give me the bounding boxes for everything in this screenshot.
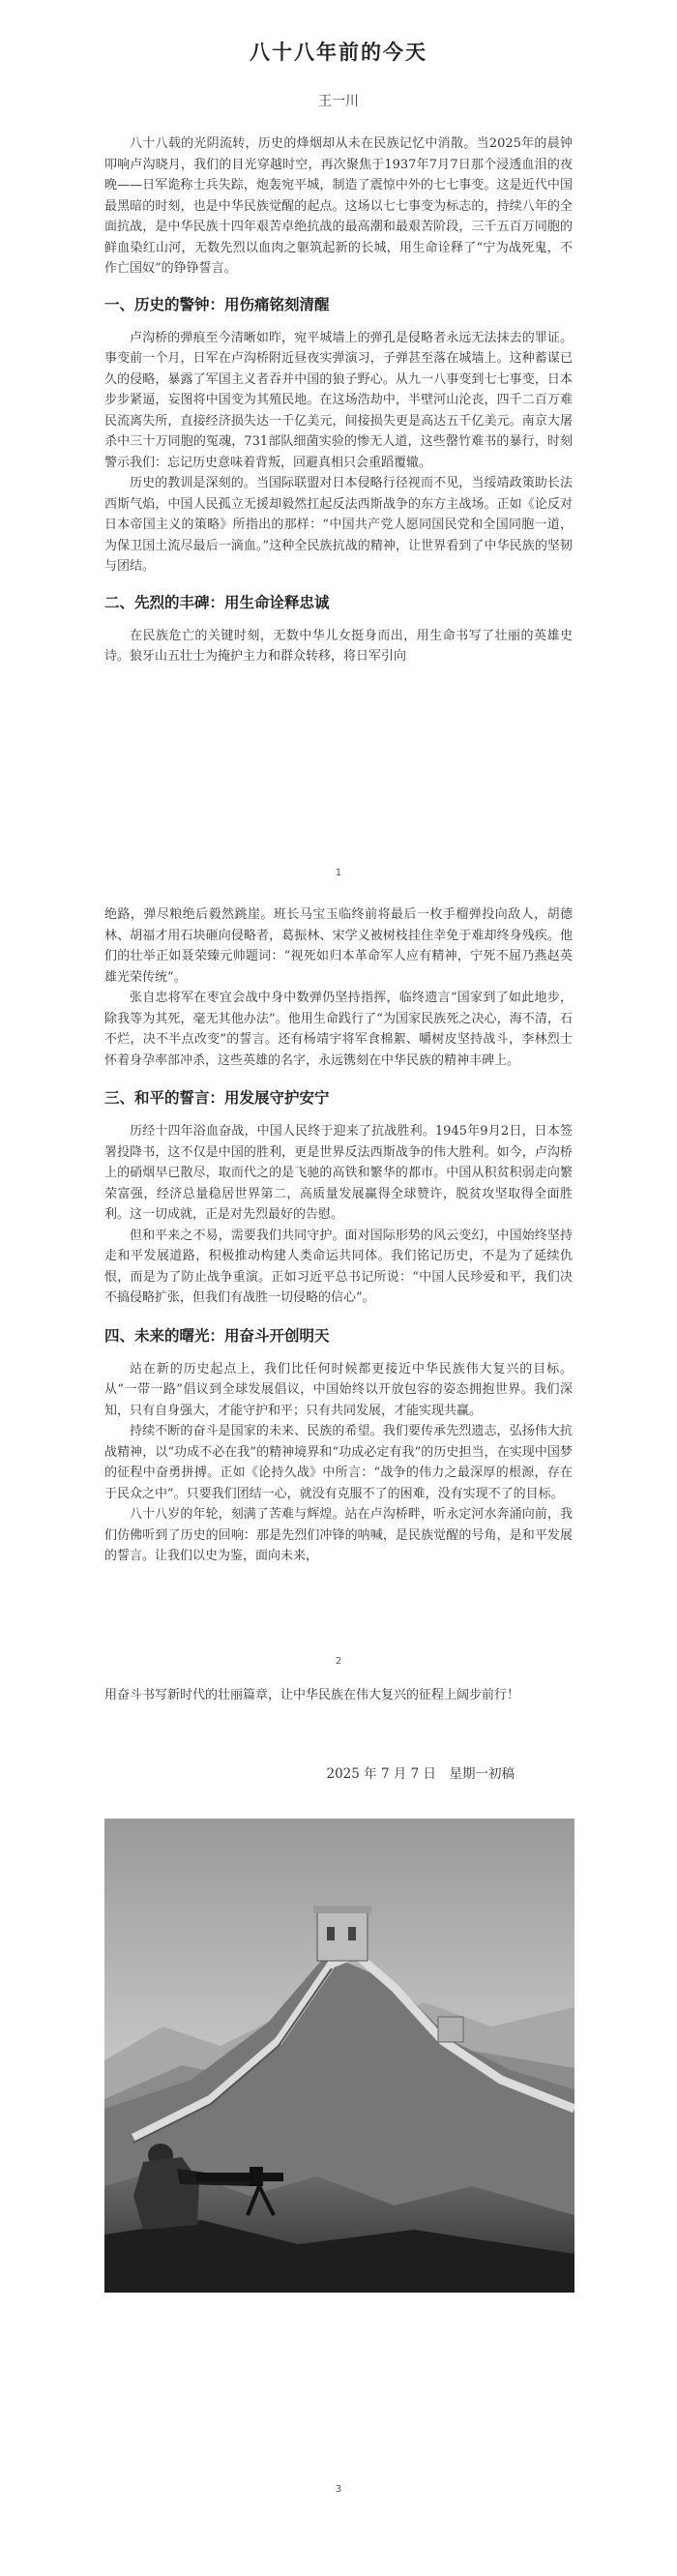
author: 王一川 (318, 94, 359, 109)
page-title: 八十八年前的今天 (250, 40, 427, 64)
section-2-paragraph-1: 在民族危亡的关键时刻，无数中华儿女挺身而出，用生命书写了壮丽的英雄史诗。狼牙山五壮士为掩护主力和群众转移，将日军引向 (104, 628, 573, 664)
section-2-heading: 二、先烈的丰碑：用生命诠释忠诚 (104, 593, 330, 611)
section-3-paragraph-1: 历经十四年浴血奋战，中国人民终于迎来了抗战胜利。1945年9月2日，日本签署投降书，这不仅是中国的胜利，更是世界反法西斯战争的伟大胜利。如今，卢沟桥上的硝烟早已散尽，取而代之的是飞驰的高铁和繁华的都市。中国从积贫积弱走向繁荣富强，经济总量稳居世界第二，高质量发展赢得全球赞许，脱贫攻坚取得全面胜利。这一切成就，正是对先烈最好的告慰。 (104, 1124, 573, 1222)
section-1-paragraph-2: 历史的教训是深刻的。当国际联盟对日本侵略行径视而不见，当绥靖政策助长法西斯气焰，中国人民孤立无援却毅然扛起反法西斯战争的东方主战场。正如《论反对日本帝国主义的策略》所指出的那样：“中国共产党人愿同国民党和全国同胞一道，为保卫国土流尽最后一滴血。”这种全民族抗战的精神，让世界看到了中华民族的坚韧与团结。 (104, 476, 573, 574)
section-2-paragraph-1-continued: 绝路，弹尽粮绝后毅然跳崖。班长马宝玉临终前将最后一枚手榴弹投向敌人，胡德林、胡福才用石块砸向侵略者，葛振林、宋学义被树枝挂住幸免于难却终身残疾。他们的壮举正如聂荣臻元帅题词：“视死如归本革命军人应有精神，宁死不屈乃燕赵英雄光荣传统”。 (104, 907, 573, 985)
page-3 (104, 1685, 573, 1706)
section-4-heading: 四、未来的曙光：用奋斗开创明天 (104, 1326, 330, 1345)
section-4-paragraph-1: 站在新的历史起点上，我们比任何时候都更接近中华民族伟大复兴的目标。从“一带一路”倡议到全球发展倡议，中国始终以开放包容的姿态拥抱世界。我们深知，只有自身强大，才能守护和平；只有共同发展，才能实现共赢。 (104, 1361, 573, 1418)
page-number-3: 3 (335, 2484, 342, 2495)
section-4-paragraph-3: 八十八岁的年轮，刻满了苦难与辉煌。站在卢沟桥畔，听永定河水奔涌向前，我们仿佛听到了历史的回响：那是先烈们冲锋的呐喊，是民族觉醒的号角，是和平发展的誓言。让我们以史为鉴，面向未来， (104, 1507, 573, 1563)
section-1-paragraph-1: 卢沟桥的弹痕至今清晰如昨，宛平城墙上的弹孔是侵略者永远无法抹去的罪证。事变前一个月，日军在卢沟桥附近昼夜实弹演习，子弹甚至落在城墙上。这种蓄谋已久的侵略，暴露了军国主义者吞并中国的狼子野心。从九一八事变到七七事变，日本步步紧逼，妄图将中国变为其殖民地。在这场浩劫中，半壁河山沦丧，四千二百万难民流离失所，直接经济损失达一千亿美元，间接损失更是高达五千亿美元。南京大屠杀中三十万同胞的冤魂，731部队细菌实验的惨无人道，这些罄竹难书的暴行，时刻警示我们：忘记历史意味着背叛，回避真相只会重蹈覆辙。 (104, 330, 573, 470)
dateline: 2025 年 7 月 7 日 星期一初稿 (326, 1766, 515, 1782)
section-2-paragraph-2: 张自忠将军在枣宜会战中身中数弹仍坚持指挥，临终遗言“国家到了如此地步，除我等为其死，毫无其他办法”。他用生命践行了“为国家民族死之决心，海不清，石不烂，决不半点改变”的誓言。还有杨靖宇将军食棉絮、嚼树皮坚持战斗，李林烈士怀着身孕率部冲杀，这些英雄的名字，永远镌刻在中华民族的精神丰碑上。 (104, 991, 573, 1068)
intro-paragraph: 八十八载的光阴流转，历史的烽烟却从未在民族记忆中消散。当2025年的晨钟叩响卢沟晓月，我们的目光穿越时空，再次聚焦于1937年7月7日那个浸透血泪的夜晚——日军诡称士兵失踪，炮轰宛平城，制造了震惊中外的七七事变。这是近代中国最黑暗的时刻，也是中华民族觉醒的起点。这场以七七事变为标志的，持续八年的全面抗战，是中华民族十四年艰苦卓绝抗战的最高潮和最艰苦阶段，三千五百万同胞的鲜血染红山河，无数先烈以血肉之躯筑起新的长城，用生命诠释了“宁为战死鬼，不作亡国奴”的铮铮誓言。 (104, 136, 573, 276)
page-1 (104, 37, 573, 667)
page-number-1: 1 (335, 868, 342, 878)
section-4-paragraph-2: 持续不断的奋斗是国家的未来、民族的希望。我们要传承先烈遗志，弘扬伟大抗战精神，以“功成不必在我”的精神境界和“功成必定有我”的历史担当，在实现中国梦的征程中奋勇拼搏。正如《论持久战》中所言：“战争的伟力之最深厚的根源，存在于民众之中”。只要我们团结一心，就没有克服不了的困难，没有实现不了的目标。 (104, 1424, 573, 1501)
section-1-heading: 一、历史的警钟：用伤痛铭刻清醒 (104, 295, 330, 313)
page-number-2: 2 (335, 1656, 342, 1667)
section-3-paragraph-2: 但和平来之不易，需要我们共同守护。面对国际形势的风云变幻，中国始终坚持走和平发展道路，积极推动构建人类命运共同体。我们铭记历史，不是为了延续仇恨，而是为了防止战争重演。正如习近平总书记所说：“中国人民珍爱和平，我们决不搞侵略扩张，但我们有战胜一切侵略的信心”。 (104, 1228, 573, 1305)
great-wall-soldier-photo (104, 1819, 574, 2293)
page-2 (104, 904, 573, 1567)
section-4-paragraph-3-continued: 用奋斗书写新时代的壮丽篇章，让中华民族在伟大复兴的征程上阔步前行！ (104, 1688, 520, 1703)
section-3-heading: 三、和平的誓言：用发展守护安宁 (104, 1089, 330, 1107)
